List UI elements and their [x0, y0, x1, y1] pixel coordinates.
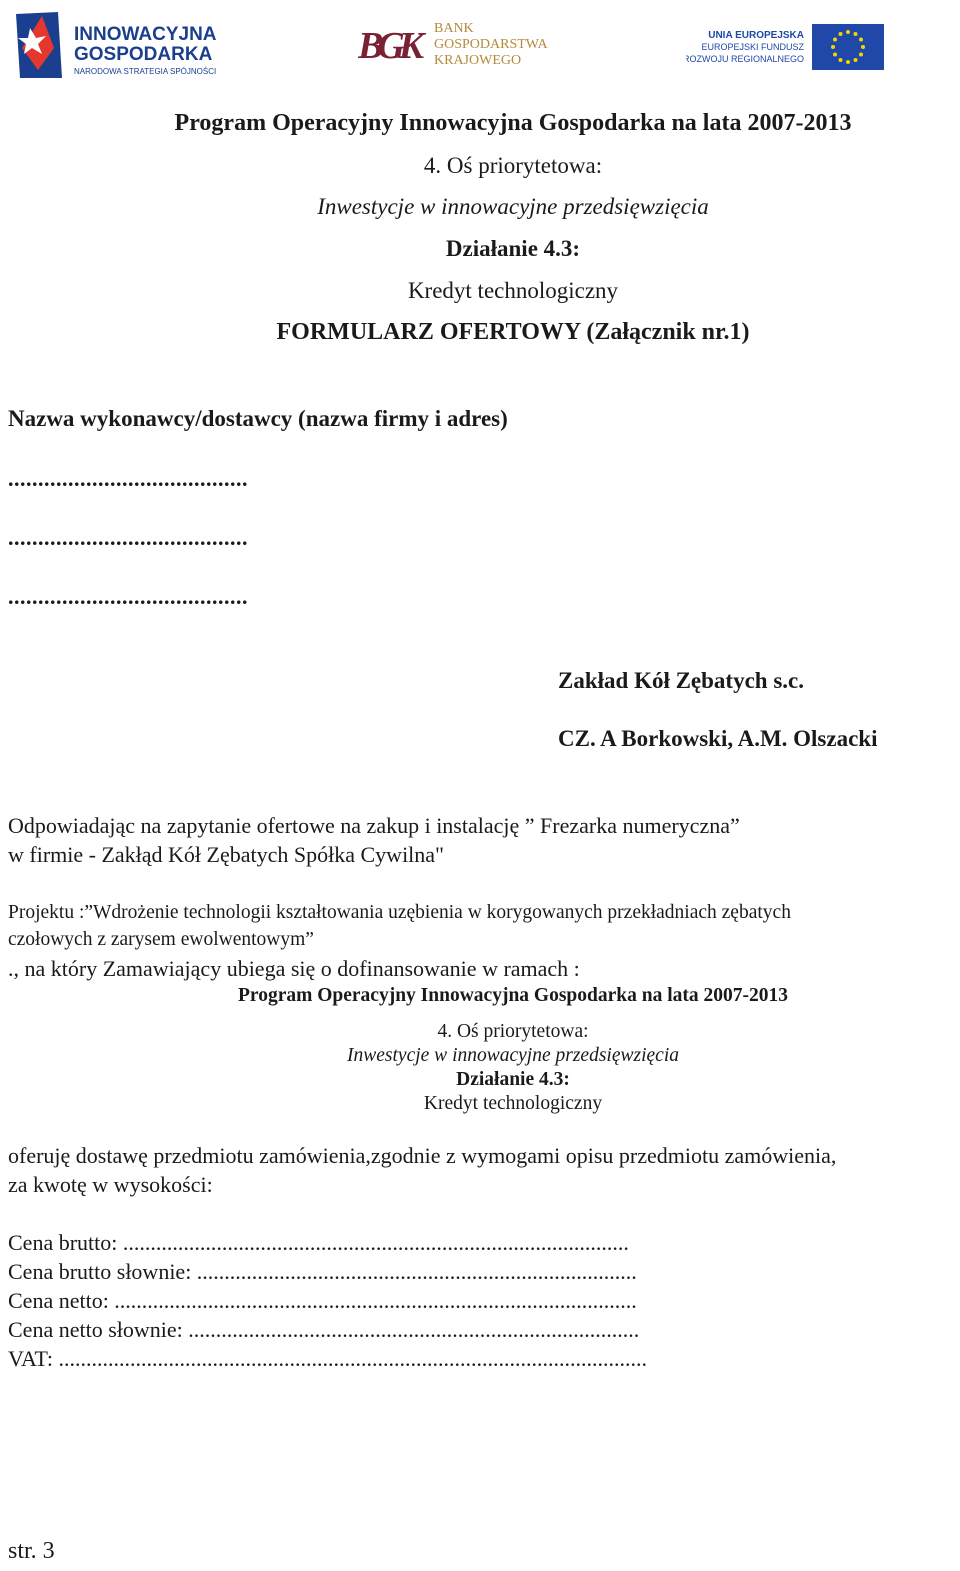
bgk-logo — [358, 18, 568, 72]
eu-star-icon — [859, 53, 863, 57]
eu-star-icon — [833, 53, 837, 57]
recipient-name: Zakład Kół Zębatych s.c. — [558, 668, 805, 693]
eu-star-icon — [859, 38, 863, 42]
project-title: Projektu :”Wdrożenie technologii kształtowania uzębienia w korygowanych przekładniach zębatych — [8, 902, 791, 923]
page-number: str. 3 — [8, 1538, 55, 1564]
priority-axis-small: 4. Oś priorytetowa: — [437, 1021, 589, 1042]
funding-text: ., na który Zamawiający ubiega się o dofinansowanie w ramach : — [8, 956, 580, 981]
svg-text:NARODOWA STRATEGIA SPÓJNOŚCI: NARODOWA STRATEGIA SPÓJNOŚCI — [74, 67, 217, 76]
eu-star-icon — [854, 58, 858, 62]
eu-star-icon — [861, 45, 865, 49]
svg-text:GOSPODARKA: GOSPODARKA — [74, 44, 213, 65]
form-title: FORMULARZ OFERTOWY (Załącznik nr.1) — [276, 319, 750, 345]
price-gross: Cena brutto: ............................................................................................ — [8, 1230, 629, 1255]
priority-axis-name: Inwestycje w innowacyjne przedsięwzięcia — [317, 194, 709, 219]
contractor-label: Nazwa wykonawcy/dostawcy (nazwa firmy i adres) — [8, 406, 508, 431]
measure-number: Działanie 4.3: — [445, 236, 581, 261]
measure-name: Kredyt technologiczny — [407, 278, 619, 303]
price-gross-words: Cena brutto słownie: ................................................................................ — [8, 1259, 637, 1284]
offer-text-2: za kwotę w wysokości: — [8, 1172, 213, 1197]
eu-star-icon — [833, 38, 837, 42]
svg-text:KRAJOWEGO: KRAJOWEGO — [434, 53, 522, 68]
inquiry-text-2: w firmie - Zakłąd Kół Zębatych Spółka Cywilna" — [8, 842, 445, 867]
recipient-owners: CZ. A Borkowski, A.M. Olszacki — [558, 726, 878, 751]
project-title-2: czołowych z zarysem ewolwentowym” — [8, 929, 314, 950]
eu-fund-logo — [686, 22, 886, 72]
svg-text:GOSPODARSTWA: GOSPODARSTWA — [434, 37, 548, 52]
eu-star-icon — [839, 32, 843, 36]
price-net-words: Cena netto słownie: .................................................................................. — [8, 1317, 640, 1342]
contractor-line: ........................................ — [8, 525, 248, 550]
vat: VAT: ........................................................................................................... — [8, 1346, 647, 1371]
innowacyjna-gospodarka-logo — [12, 8, 237, 82]
program-title: Program Operacyjny Innowacyjna Gospodarka na lata 2007-2013 — [174, 110, 852, 136]
svg-text:EUROPEJSKI FUNDUSZ: EUROPEJSKI FUNDUSZ — [701, 42, 804, 52]
svg-text:BANK: BANK — [434, 21, 474, 36]
inquiry-text: Odpowiadając na zapytanie ofertowe na zakup i instalację ” Frezarka numeryczna” — [8, 813, 740, 838]
program-title-small: Program Operacyjny Innowacyjna Gospodarka na lata 2007-2013 — [238, 985, 788, 1006]
eu-star-icon — [831, 45, 835, 49]
priority-axis-name-small: Inwestycje w innowacyjne przedsięwzięcia — [347, 1045, 679, 1066]
contractor-line: ........................................ — [8, 466, 248, 491]
svg-text:UNIA EUROPEJSKA: UNIA EUROPEJSKA — [708, 30, 804, 41]
price-net: Cena netto: ............................................................................................... — [8, 1288, 637, 1313]
svg-text:ROZWOJU REGIONALNEGO: ROZWOJU REGIONALNEGO — [686, 54, 804, 64]
eu-star-icon — [846, 30, 850, 34]
measure-name-small: Kredyt technologiczny — [423, 1093, 603, 1114]
contractor-line: ........................................ — [8, 584, 248, 609]
measure-number-small: Działanie 4.3: — [456, 1069, 570, 1090]
priority-axis: 4. Oś priorytetowa: — [423, 153, 603, 178]
svg-text:BGK: BGK — [358, 25, 419, 67]
eu-star-icon — [839, 58, 843, 62]
svg-text:INNOWACYJNA: INNOWACYJNA — [74, 24, 217, 45]
eu-star-icon — [846, 60, 850, 64]
offer-text: oferuję dostawę przedmiotu zamówienia,zgodnie z wymogami opisu przedmiotu zamówienia, — [8, 1143, 837, 1168]
eu-star-icon — [854, 32, 858, 36]
